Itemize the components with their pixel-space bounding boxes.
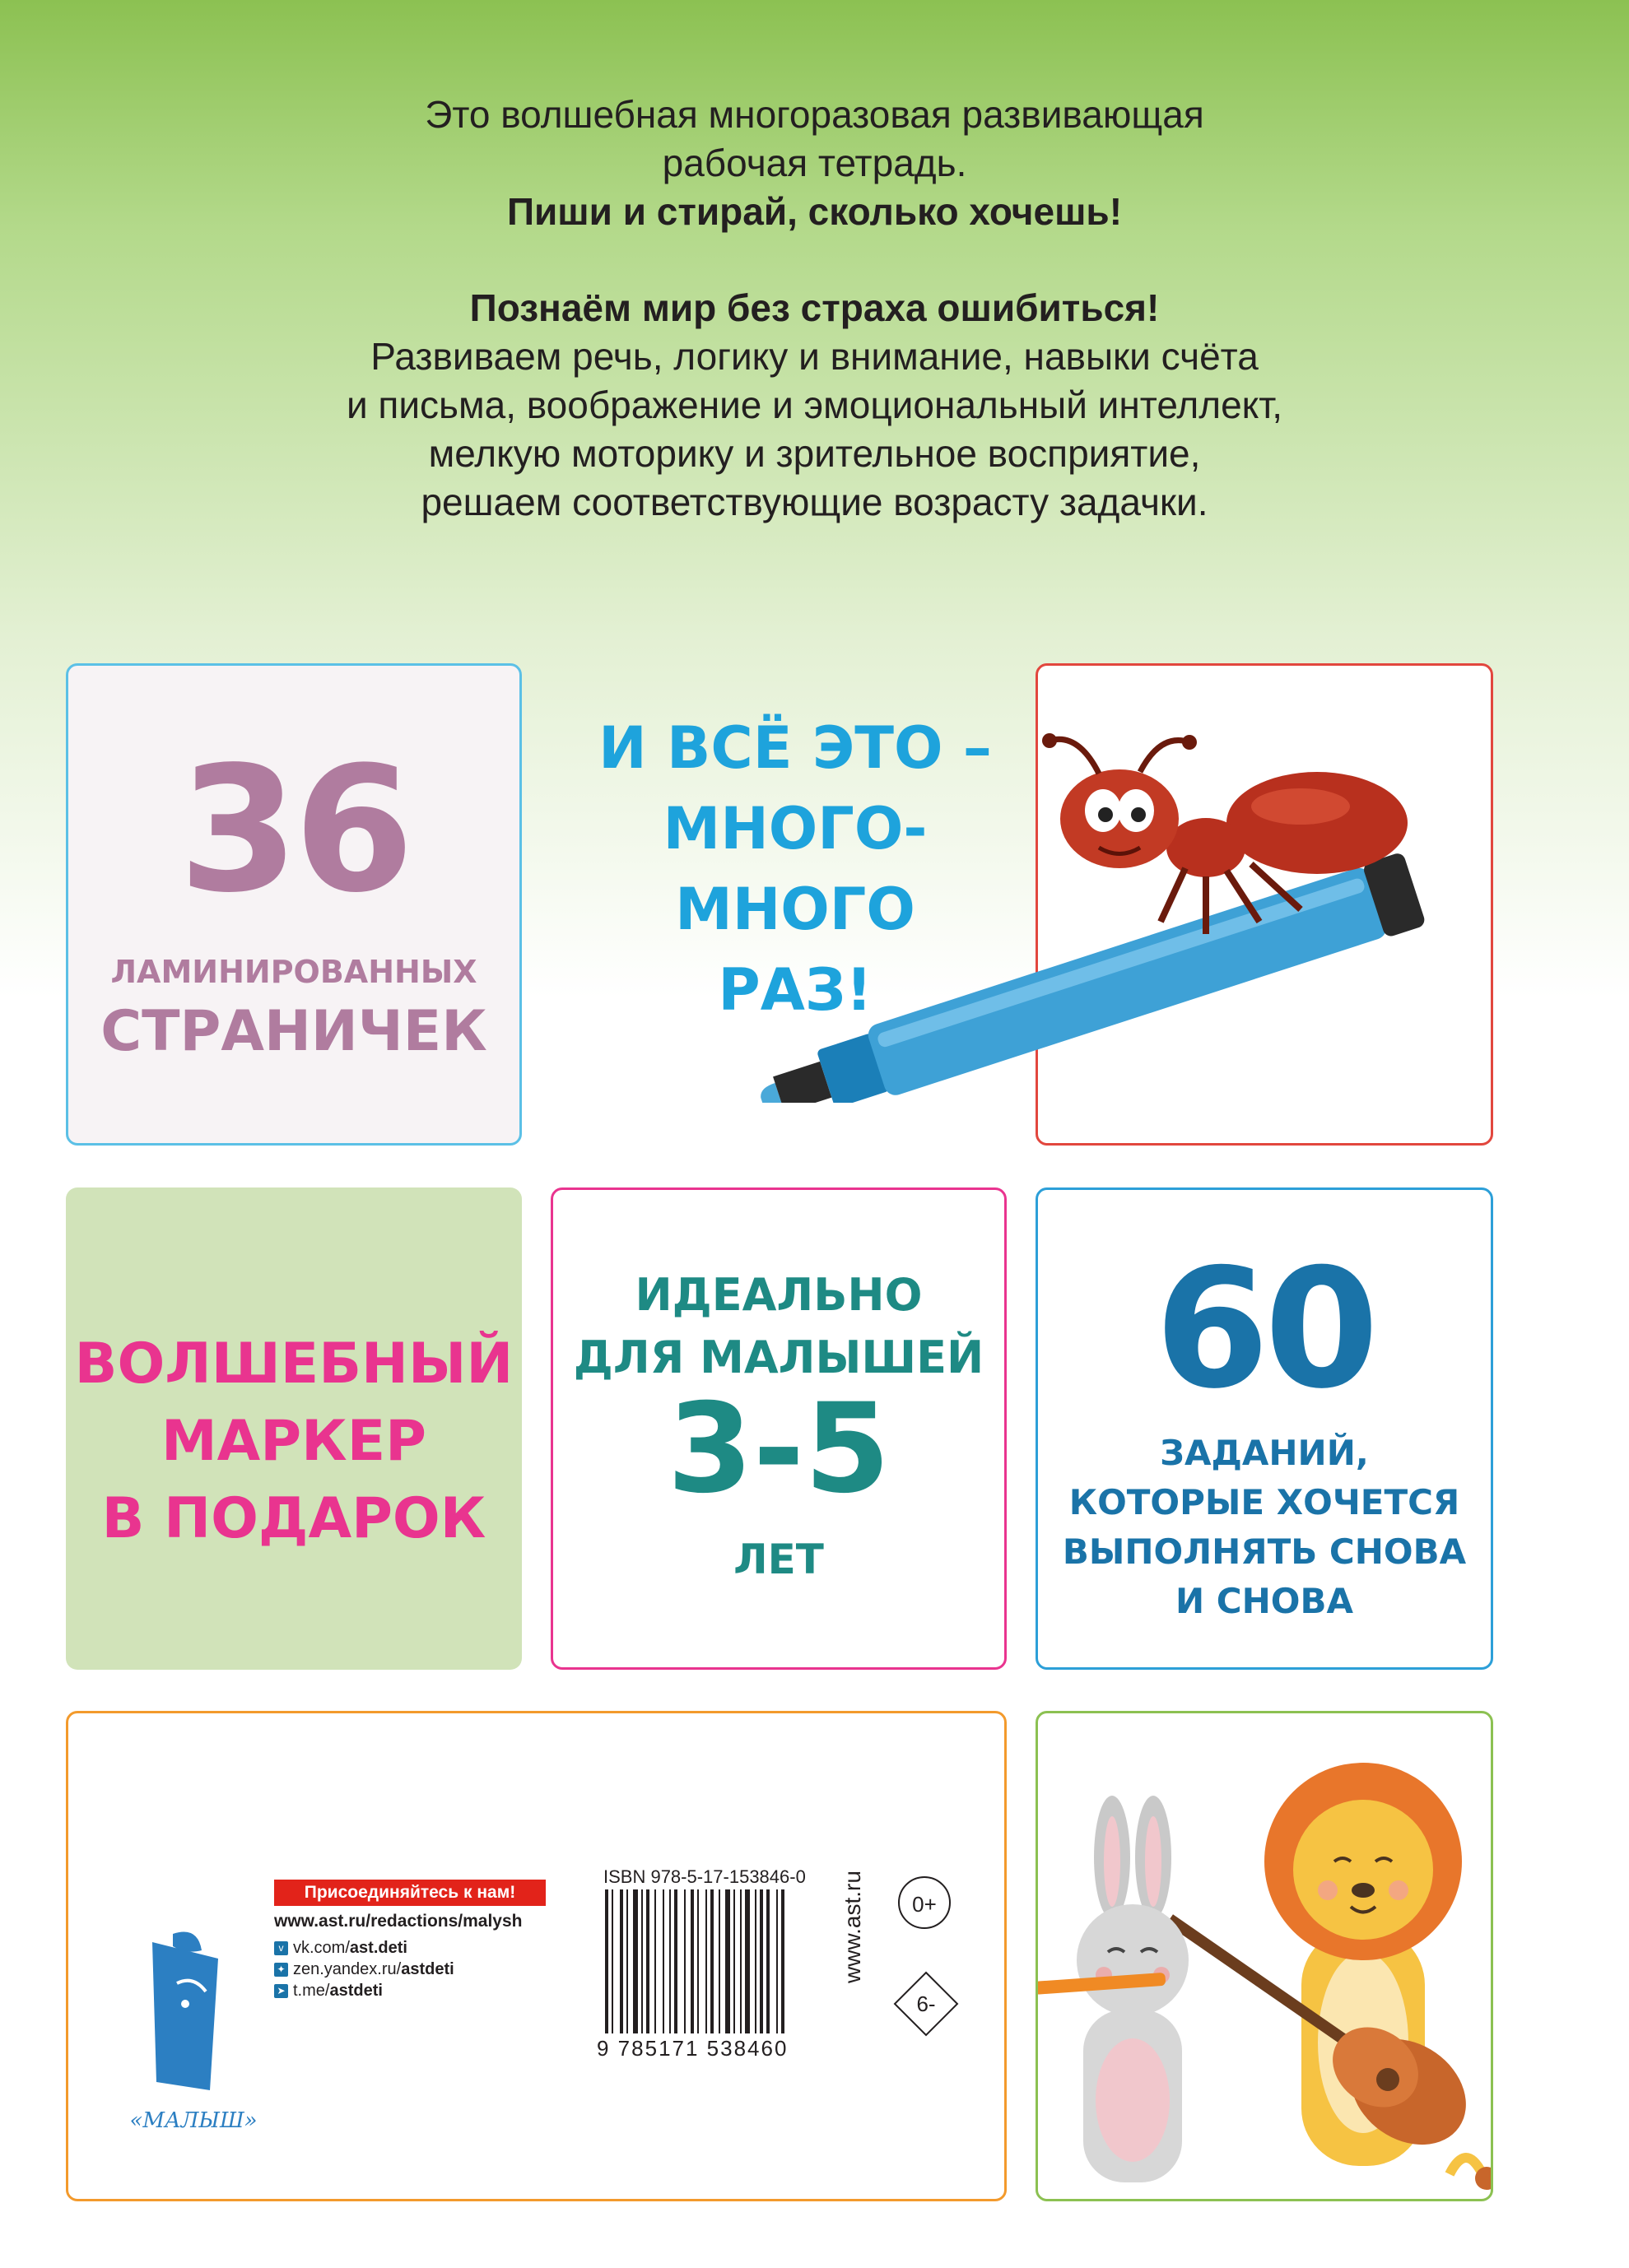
logo-text: «МАЛЫШ»: [129, 2108, 258, 2133]
intro-text: [0, 91, 1629, 527]
barcode-bar: [641, 1889, 643, 2033]
barcode-bar: [697, 1889, 699, 2033]
gift-line: ВОЛШЕБНЫЙ: [74, 1332, 514, 1397]
barcode-bar: [674, 1889, 677, 2033]
social-prefix: vk.com/: [293, 1939, 350, 1957]
barcode-bar: [733, 1889, 735, 2033]
barcode-bar: [654, 1889, 656, 2033]
publisher-logo: [128, 1926, 259, 2140]
barcode-bar: [705, 1889, 707, 2033]
social-prefix: zen.yandex.ru/: [293, 1960, 402, 1978]
join-banner: Присоединяйтесь к нам!: [274, 1880, 546, 1906]
barcode-bar: [605, 1889, 608, 2033]
age-marker-text: 6-: [916, 1991, 936, 2016]
barcode-bar: [776, 1889, 778, 2033]
age-heading: [553, 1264, 1004, 1389]
barcode-bar: [633, 1889, 638, 2033]
gift-line: В ПОДАРОК: [101, 1486, 486, 1551]
slogan-line: И ВСЁ ЭТО –: [598, 714, 992, 782]
intro-line: мелкую моторику и зрительное восприятие,: [428, 432, 1201, 475]
tasks-number: 60: [1154, 1234, 1375, 1425]
bunny-icon: [1038, 1796, 1189, 2182]
barcode-bar: [755, 1889, 756, 2033]
barcode-bar: [766, 1889, 770, 2033]
lion-icon: [1170, 1763, 1491, 2190]
social-telegram-link[interactable]: [274, 1982, 383, 2001]
barcode-bar: [719, 1889, 720, 2033]
pages-card: [66, 663, 522, 1146]
barcode-bar: [710, 1889, 714, 2033]
age-card: [551, 1187, 1007, 1670]
age-range: 3-5: [667, 1378, 891, 1521]
barcode: [603, 1889, 819, 2033]
intro-line: рабочая тетрадь.: [662, 142, 967, 184]
social-prefix: t.me/: [293, 1982, 330, 2000]
intro-line: решаем соответствующие возрасту задачки.: [421, 481, 1208, 523]
intro-line: Развиваем речь, логику и внимание, навыки счёта: [370, 335, 1259, 378]
social-handle: astdeti: [401, 1960, 454, 1978]
tasks-line: ВЫПОЛНЯТЬ СНОВА: [1062, 1531, 1467, 1572]
barcode-bar: [646, 1889, 649, 2033]
isbn-label: ISBN 978-5-17-153846-0: [603, 1866, 806, 1887]
barcode-bar: [740, 1889, 742, 2033]
intro-heading: Познаём мир без страха ошибиться!: [469, 286, 1160, 329]
social-vk-link[interactable]: [274, 1939, 407, 1958]
barcode-bar: [725, 1889, 730, 2033]
barcode-digits: 9 785171 538460: [597, 2036, 789, 2061]
barcode-bar: [620, 1889, 623, 2033]
slogan-line: МНОГО-МНОГО: [663, 795, 928, 943]
barcode-bar: [760, 1889, 763, 2033]
barcode-bar: [663, 1889, 664, 2033]
social-zen-link[interactable]: [274, 1960, 454, 1979]
marker-illustration: [724, 724, 1515, 1103]
gift-line: МАРКЕР: [161, 1409, 426, 1474]
barcode-bar: [745, 1889, 750, 2033]
intro-line: Это волшебная многоразовая развивающая: [425, 93, 1204, 136]
pages-label-2: СТРАНИЧЕК: [100, 999, 487, 1064]
age-line: ИДЕАЛЬНО: [635, 1269, 923, 1321]
vk-icon: v: [274, 1941, 288, 1955]
age-line: ДЛЯ МАЛЫШЕЙ: [573, 1332, 984, 1383]
intro-line: и письма, воображение и эмоциональный интеллект,: [346, 383, 1283, 426]
social-handle: ast.deti: [349, 1939, 407, 1957]
age-unit: ЛЕТ: [733, 1536, 824, 1583]
gift-marker-card: [66, 1187, 522, 1670]
barcode-bar: [691, 1889, 694, 2033]
tasks-line: И СНОВА: [1175, 1581, 1353, 1621]
tasks-card: [1036, 1187, 1493, 1670]
barcode-bar: [612, 1889, 613, 2033]
tasks-text: [1038, 1429, 1491, 1626]
pages-label-1: ЛАМИНИРОВАННЫХ: [110, 954, 477, 990]
zen-icon: ✦: [274, 1963, 288, 1977]
publisher-site-link[interactable]: www.ast.ru/redactions/malysh: [274, 1912, 523, 1931]
barcode-bar: [684, 1889, 686, 2033]
ast-website: www.ast.ru: [840, 1871, 865, 1983]
barcode-bar: [781, 1889, 784, 2033]
age-marker-badge: [893, 1971, 959, 2037]
barcode-bar: [669, 1889, 671, 2033]
tasks-line: ЗАДАНИЙ,: [1160, 1433, 1369, 1473]
gift-marker-text: [66, 1326, 522, 1558]
slogan-line: РАЗ!: [718, 956, 873, 1024]
pages-number: 36: [178, 729, 410, 931]
tasks-line: КОТОРЫЕ ХОЧЕТСЯ: [1068, 1482, 1460, 1522]
intro-slogan: Пиши и стирай, сколько хочешь!: [506, 190, 1123, 233]
barcode-bar: [626, 1889, 628, 2033]
animals-illustration: [1038, 1713, 1491, 2199]
social-handle: astdeti: [329, 1982, 383, 2000]
telegram-icon: ➤: [274, 1984, 288, 1998]
age-rating-badge: 0+: [898, 1876, 951, 1929]
